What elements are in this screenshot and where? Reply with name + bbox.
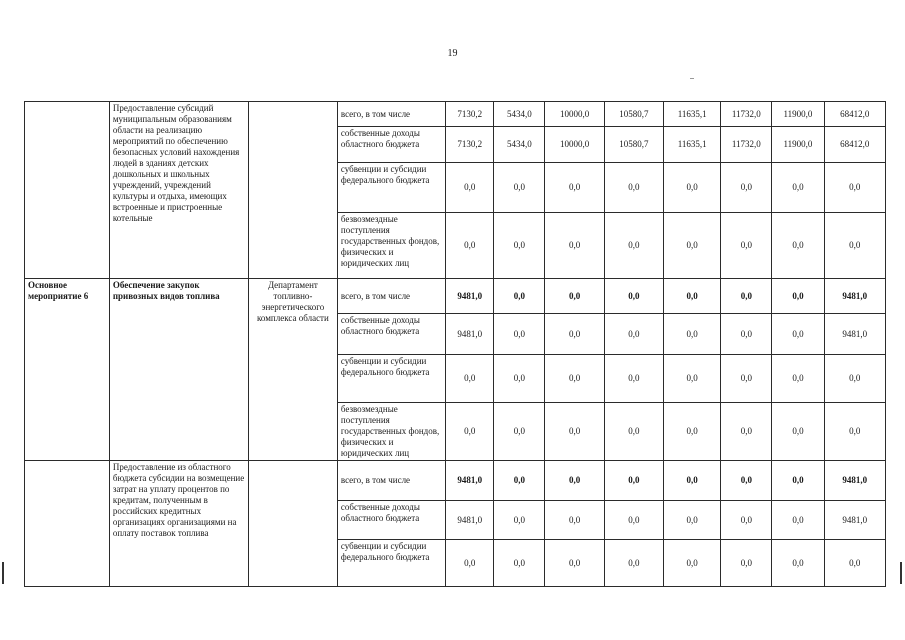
amount-cell: 0,0 bbox=[545, 540, 604, 587]
amount-cell: 0,0 bbox=[446, 540, 494, 587]
amount-cell: 0,0 bbox=[446, 163, 494, 213]
amount-cell: 0,0 bbox=[772, 355, 824, 403]
binder-mark-right bbox=[900, 562, 902, 584]
amount-cell: 0,0 bbox=[664, 213, 721, 279]
amount-cell: 0,0 bbox=[772, 213, 824, 279]
amount-cell: 9481,0 bbox=[824, 461, 885, 501]
amount-cell: 0,0 bbox=[494, 540, 545, 587]
amount-cell: 0,0 bbox=[545, 279, 604, 314]
funding-source-cell: собственные доходы областного бюджета bbox=[337, 501, 445, 540]
amount-cell: 0,0 bbox=[772, 279, 824, 314]
amount-cell: 0,0 bbox=[494, 279, 545, 314]
amount-cell: 0,0 bbox=[664, 314, 721, 355]
amount-cell: 0,0 bbox=[494, 163, 545, 213]
funding-source-cell: собственные доходы областного бюджета bbox=[337, 127, 445, 163]
amount-cell: 0,0 bbox=[721, 461, 772, 501]
amount-cell: 0,0 bbox=[721, 213, 772, 279]
amount-cell: 0,0 bbox=[604, 403, 663, 461]
amount-cell: 9481,0 bbox=[824, 279, 885, 314]
executor-cell bbox=[248, 461, 337, 587]
amount-cell: 0,0 bbox=[604, 213, 663, 279]
measure-code-cell bbox=[25, 461, 110, 587]
amount-cell: 11635,1 bbox=[664, 127, 721, 163]
amount-cell: 0,0 bbox=[545, 403, 604, 461]
amount-cell: 0,0 bbox=[664, 355, 721, 403]
amount-cell: 9481,0 bbox=[824, 314, 885, 355]
amount-cell: 0,0 bbox=[664, 403, 721, 461]
amount-cell: 0,0 bbox=[664, 163, 721, 213]
amount-cell: 0,0 bbox=[824, 540, 885, 587]
executor-cell bbox=[248, 102, 337, 279]
amount-cell: 0,0 bbox=[545, 213, 604, 279]
amount-cell: 0,0 bbox=[772, 501, 824, 540]
amount-cell: 0,0 bbox=[824, 213, 885, 279]
binder-mark-left bbox=[2, 562, 4, 584]
amount-cell: 0,0 bbox=[494, 213, 545, 279]
amount-cell: 0,0 bbox=[664, 279, 721, 314]
funding-source-cell: безвозмездные поступления государственных фондов, физических и юридических лиц bbox=[337, 213, 445, 279]
funding-source-cell: субвенции и субсидии федерального бюджета bbox=[337, 355, 445, 403]
amount-cell: 0,0 bbox=[545, 314, 604, 355]
amount-cell: 11635,1 bbox=[664, 102, 721, 127]
amount-cell: 0,0 bbox=[772, 540, 824, 587]
funding-source-cell: всего, в том числе bbox=[337, 279, 445, 314]
amount-cell: 10580,7 bbox=[604, 127, 663, 163]
amount-cell: 11900,0 bbox=[772, 127, 824, 163]
amount-cell: 0,0 bbox=[772, 163, 824, 213]
amount-cell: 9481,0 bbox=[446, 501, 494, 540]
amount-cell: 5434,0 bbox=[494, 127, 545, 163]
amount-cell: 0,0 bbox=[545, 501, 604, 540]
amount-cell: 10000,0 bbox=[545, 102, 604, 127]
executor-cell: Департамент топливно-энергетического комплекса области bbox=[248, 279, 337, 461]
amount-cell: 0,0 bbox=[446, 355, 494, 403]
amount-cell: 7130,2 bbox=[446, 127, 494, 163]
amount-cell: 0,0 bbox=[494, 314, 545, 355]
amount-cell: 0,0 bbox=[446, 403, 494, 461]
amount-cell: 9481,0 bbox=[824, 501, 885, 540]
measure-name-cell: Обеспечение закупок привозных видов топлива bbox=[109, 279, 248, 461]
amount-cell: 0,0 bbox=[494, 501, 545, 540]
funding-source-cell: безвозмездные поступления государственных фондов, физических и юридических лиц bbox=[337, 403, 445, 461]
amount-cell: 0,0 bbox=[494, 461, 545, 501]
amount-cell: 11732,0 bbox=[721, 127, 772, 163]
amount-cell: 0,0 bbox=[446, 213, 494, 279]
measure-name-cell: Предоставление из областного бюджета субсидии на возмещение затрат на уплату процентов по кредитам, полученным в российских кредитных организациях организациями на оплату поставок топлива bbox=[109, 461, 248, 587]
table-row bbox=[25, 279, 886, 314]
amount-cell: 0,0 bbox=[494, 403, 545, 461]
scan-mark bbox=[690, 78, 694, 79]
funding-source-cell: всего, в том числе bbox=[337, 461, 445, 501]
amount-cell: 68412,0 bbox=[824, 127, 885, 163]
amount-cell: 5434,0 bbox=[494, 102, 545, 127]
page-number: 19 bbox=[447, 48, 458, 59]
amount-cell: 0,0 bbox=[664, 461, 721, 501]
amount-cell: 0,0 bbox=[721, 279, 772, 314]
amount-cell: 68412,0 bbox=[824, 102, 885, 127]
amount-cell: 11900,0 bbox=[772, 102, 824, 127]
amount-cell: 0,0 bbox=[772, 314, 824, 355]
amount-cell: 0,0 bbox=[721, 355, 772, 403]
measure-code-cell bbox=[25, 102, 110, 279]
table-body bbox=[25, 102, 886, 587]
amount-cell: 0,0 bbox=[604, 540, 663, 587]
amount-cell: 10000,0 bbox=[545, 127, 604, 163]
amount-cell: 0,0 bbox=[824, 163, 885, 213]
amount-cell: 11732,0 bbox=[721, 102, 772, 127]
table-row bbox=[25, 461, 886, 501]
amount-cell: 10580,7 bbox=[604, 102, 663, 127]
budget-table bbox=[24, 101, 886, 587]
measure-name-cell: Предоставление субсидий муниципальным образованиям области на реализацию мероприятий по обеспечению безопасных условий нахождения людей в зданиях детских дошкольных и школьных учреждений, учреждений культуры и отдыха, имеющих встроенные и пристроенные котельные bbox=[109, 102, 248, 279]
amount-cell: 0,0 bbox=[721, 540, 772, 587]
measure-code-cell: Основное мероприятие 6 bbox=[25, 279, 110, 461]
amount-cell: 0,0 bbox=[604, 163, 663, 213]
amount-cell: 0,0 bbox=[604, 314, 663, 355]
amount-cell: 0,0 bbox=[824, 403, 885, 461]
amount-cell: 0,0 bbox=[545, 163, 604, 213]
funding-source-cell: субвенции и субсидии федерального бюджета bbox=[337, 163, 445, 213]
amount-cell: 0,0 bbox=[604, 355, 663, 403]
amount-cell: 0,0 bbox=[604, 461, 663, 501]
amount-cell: 0,0 bbox=[664, 501, 721, 540]
amount-cell: 0,0 bbox=[721, 314, 772, 355]
amount-cell: 9481,0 bbox=[446, 461, 494, 501]
amount-cell: 7130,2 bbox=[446, 102, 494, 127]
amount-cell: 0,0 bbox=[772, 403, 824, 461]
funding-source-cell: субвенции и субсидии федерального бюджета bbox=[337, 540, 445, 587]
amount-cell: 0,0 bbox=[604, 279, 663, 314]
amount-cell: 0,0 bbox=[721, 501, 772, 540]
amount-cell: 0,0 bbox=[604, 501, 663, 540]
table-row bbox=[25, 102, 886, 127]
amount-cell: 0,0 bbox=[664, 540, 721, 587]
funding-source-cell: всего, в том числе bbox=[337, 102, 445, 127]
amount-cell: 0,0 bbox=[721, 163, 772, 213]
amount-cell: 0,0 bbox=[824, 355, 885, 403]
amount-cell: 0,0 bbox=[721, 403, 772, 461]
amount-cell: 9481,0 bbox=[446, 314, 494, 355]
amount-cell: 0,0 bbox=[494, 355, 545, 403]
funding-source-cell: собственные доходы областного бюджета bbox=[337, 314, 445, 355]
amount-cell: 0,0 bbox=[545, 461, 604, 501]
amount-cell: 9481,0 bbox=[446, 279, 494, 314]
amount-cell: 0,0 bbox=[772, 461, 824, 501]
amount-cell: 0,0 bbox=[545, 355, 604, 403]
